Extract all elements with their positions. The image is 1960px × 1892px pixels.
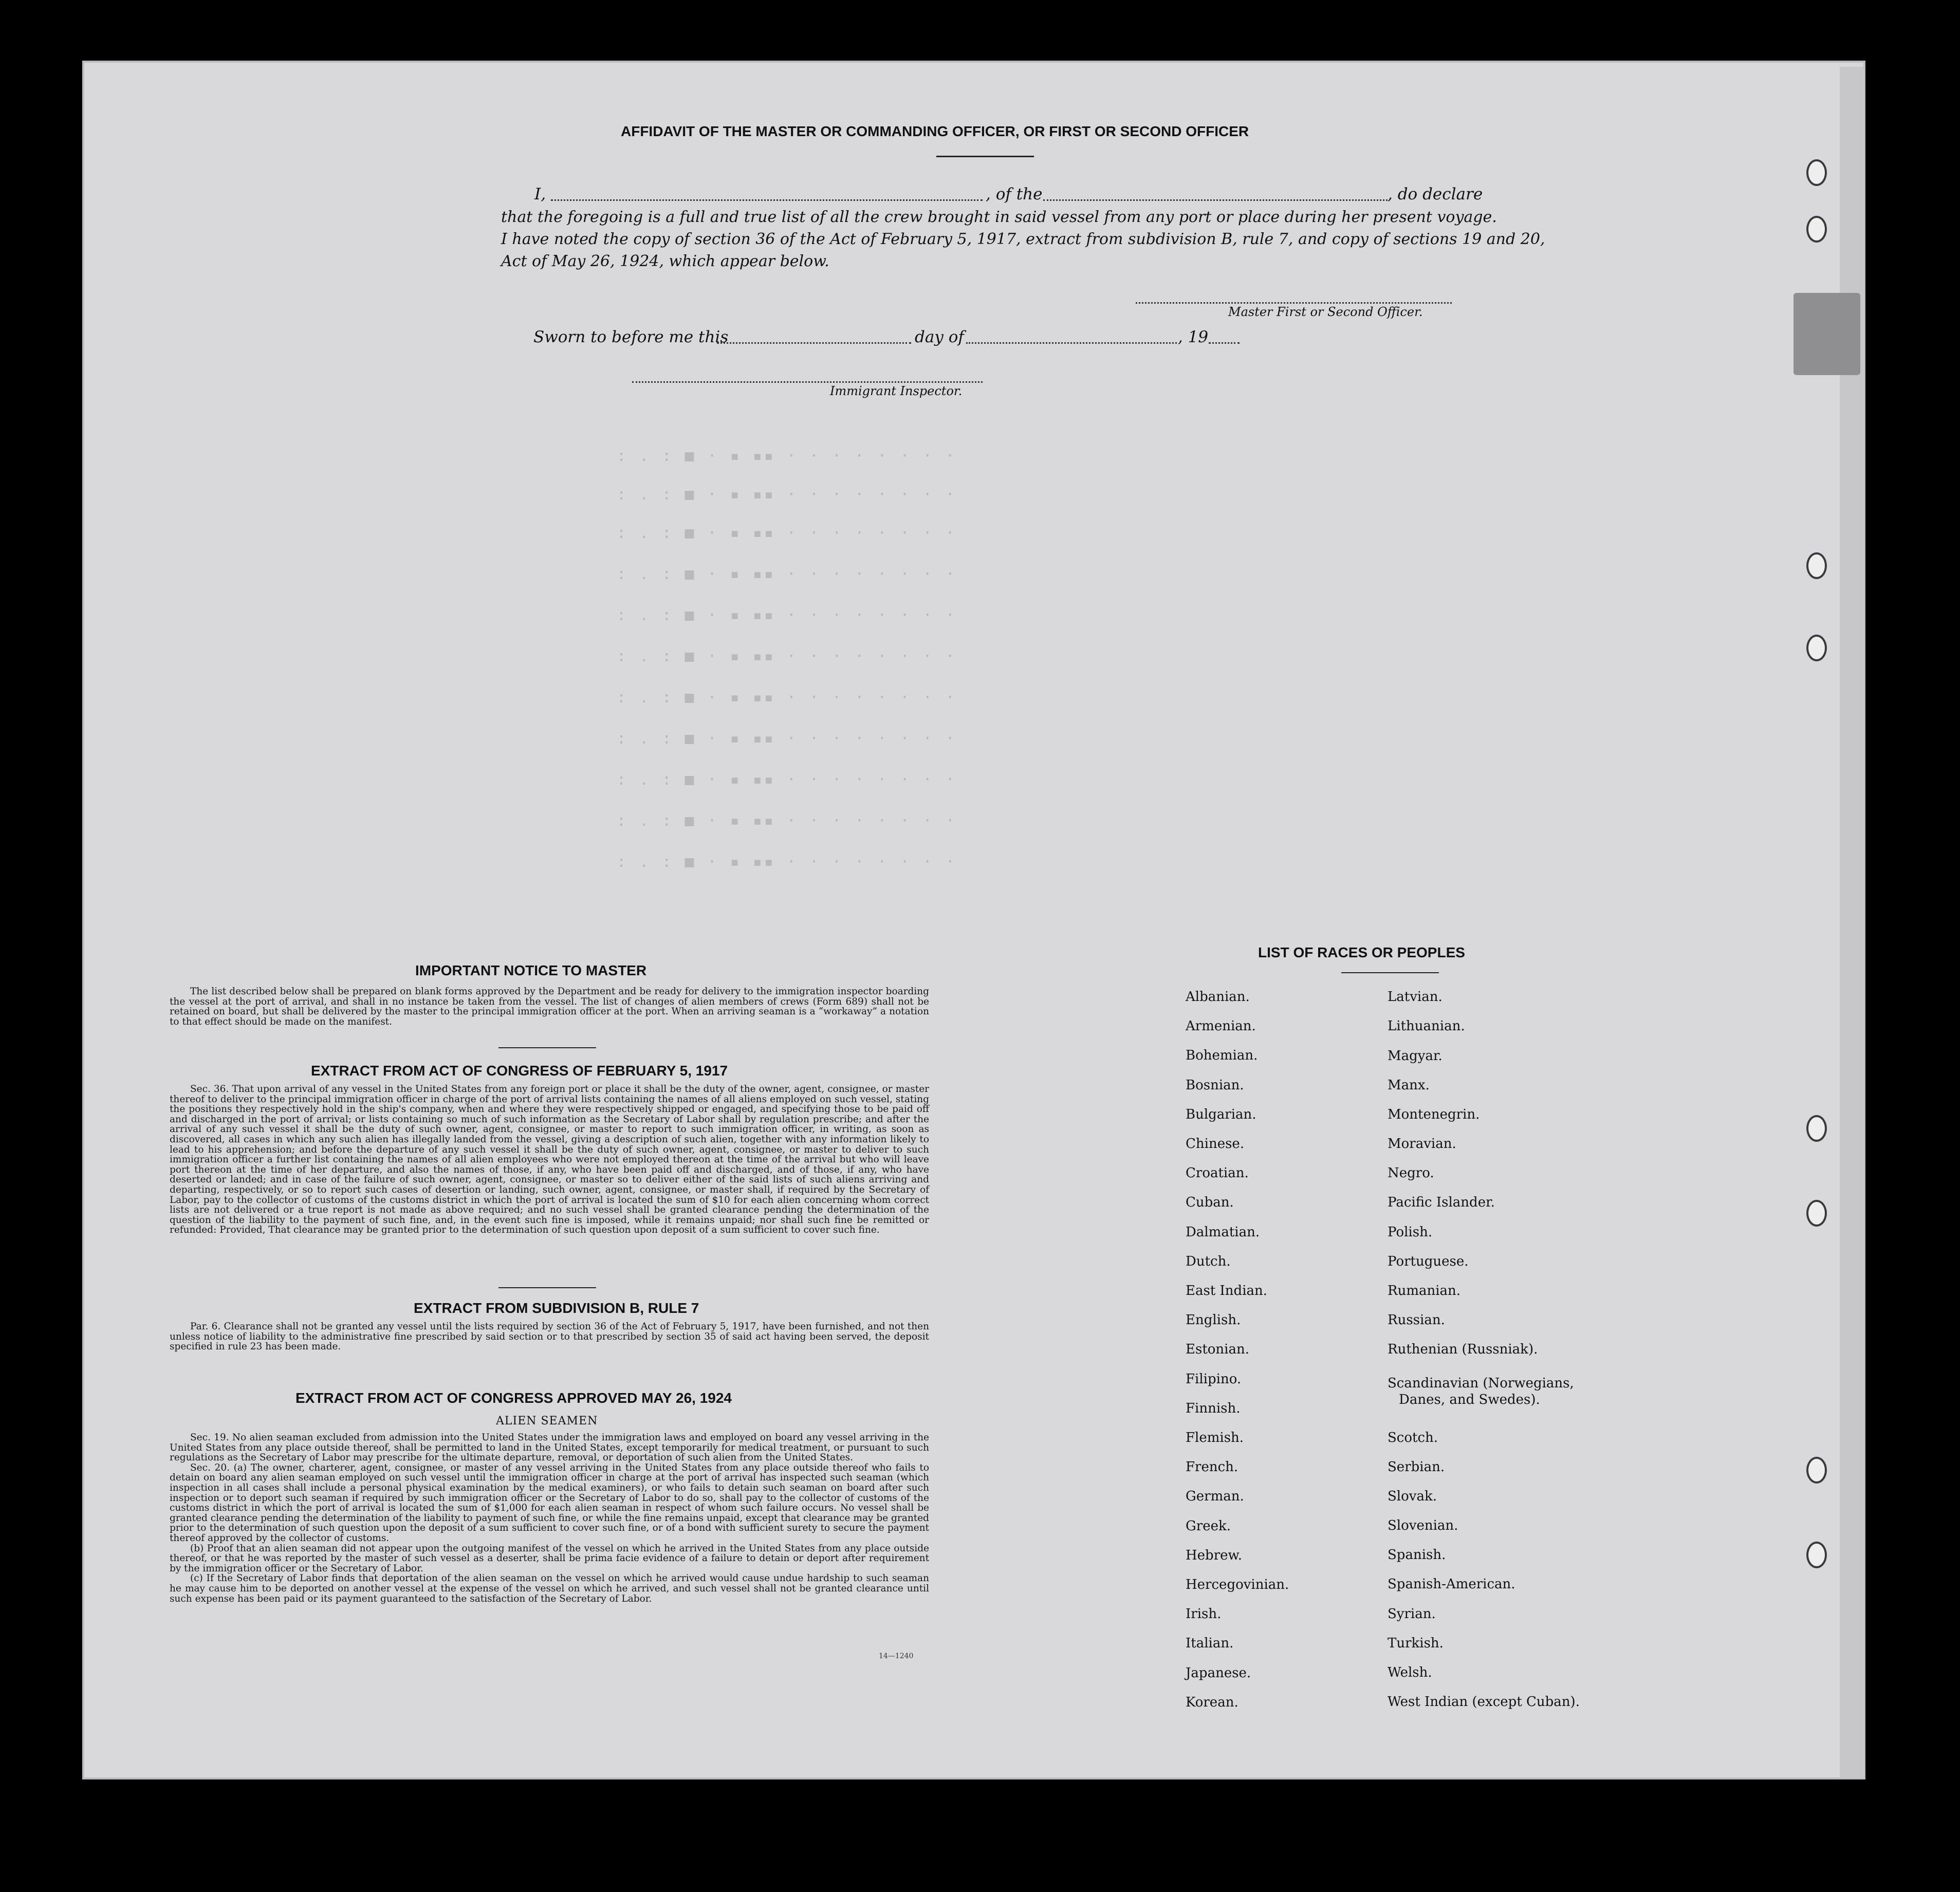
- race-item: Bosnian.: [1186, 1077, 1244, 1093]
- race-item: West Indian (except Cuban).: [1388, 1694, 1580, 1710]
- extract-1924-title: EXTRACT FROM ACT OF CONGRESS APPROVED MAY 26, 1924: [295, 1390, 732, 1406]
- master-signature-line[interactable]: [1136, 302, 1452, 304]
- binder-hole: [1806, 552, 1827, 579]
- binding-clip: [1793, 293, 1860, 375]
- sworn-month-blank[interactable]: [966, 342, 1177, 344]
- form-number: 14—1240: [879, 1652, 914, 1660]
- race-item: Serbian.: [1388, 1459, 1445, 1475]
- race-item: Welsh.: [1388, 1665, 1432, 1680]
- race-item: East Indian.: [1186, 1283, 1268, 1299]
- affidavit-line-2: that the foregoing is a full and true list of all the crew brought in said vessel from any port or place during her present voyage.: [501, 208, 1497, 226]
- race-item: Polish.: [1388, 1225, 1433, 1240]
- alien-seamen-subtitle: ALIEN SEAMEN: [496, 1415, 598, 1427]
- race-item: Scotch.: [1388, 1430, 1438, 1445]
- bleed-through-row: : . : ■ · ▪ ▪▪ · · · · · · · ·: [617, 812, 957, 830]
- races-title: LIST OF RACES OR PEOPLES: [1258, 944, 1465, 960]
- year-prefix: , 19: [1178, 328, 1209, 346]
- race-item: Finnish.: [1186, 1400, 1241, 1416]
- race-item: Estonian.: [1186, 1342, 1249, 1358]
- extract-1924-text: [170, 1433, 929, 1604]
- subdivision-title: EXTRACT FROM SUBDIVISION B, RULE 7: [414, 1300, 699, 1316]
- binder-hole: [1806, 635, 1827, 661]
- notice-text: The list described below shall be prepared on blank forms approved by the Department and be ready for delivery to the immigration inspector boarding the vessel at the port of arrival, and shall in no instance be taken from the vessel. The list of changes of alien members of crews (Form 689) shall not be retained on board, but shall be delivered by the master to the principal immigration officer at the port. When an arriving seaman is a “workaway” a notation to that effect should be made on the manifest.: [170, 986, 929, 1027]
- extract-1917-title: EXTRACT FROM ACT OF CONGRESS OF FEBRUARY 5, 1917: [311, 1063, 728, 1079]
- race-item: Latvian.: [1388, 989, 1443, 1005]
- race-item: Bohemian.: [1186, 1048, 1258, 1064]
- sec-20b-text: (b) Proof that an alien seaman did not appear upon the outgoing manifest of the vessel on which he arrived in the United States from any place outside thereof, or that he was reported by the master of such vessel as a deserter, shall be prima facie evidence of a failure to detain or deport after requirement by the immigration officer or the Secretary of Labor.: [170, 1543, 929, 1574]
- affidavit-of-the: , of the: [986, 185, 1043, 203]
- race-item: Turkish.: [1388, 1636, 1444, 1651]
- race-item: Korean.: [1186, 1694, 1238, 1710]
- inspector-signature-line[interactable]: [632, 381, 983, 383]
- race-item: Pacific Islander.: [1388, 1195, 1495, 1210]
- race-item: Hercegovinian.: [1186, 1577, 1289, 1592]
- sec-19-text: Sec. 19. No alien seaman excluded from admission into the United States under the immigration laws and employed on board any vessel arriving in the United States from any place outside thereof, shall be permitted to land in the United States, except temporarily for medical treatment, or pursuant to such regulations as the Secretary of Labor may prescribe for the ultimate departure, removal, or deportation of such alien from the United States.: [170, 1432, 929, 1463]
- sec-20a-text: Sec. 20. (a) The owner, charterer, agent, consignee, or master of any vessel arriving in the United States from any place outside thereof who fails to detain on board any alien seaman employed on such vessel until the immigration officer in charge at the port of arrival has inspected such seaman (which inspection in all cases shall include a personal physical examination by the medical examiners), or who fails to detain such seaman on board after such inspection or to deport such seaman if required by such immigration officer or the Secretary of Labor to do so, shall pay to the collector of customs of the customs district in which the port of arrival is located the sum of $1,000 for each alien seaman in respect of whom such failure occurs. No vessel shall be granted clearance pending the determination of the liability to payment of such fine, or while the fine remains unpaid, except that clearance may be granted prior to the determination of such question upon the deposit of a sum sufficient to cover such fine, or of a bond with sufficient surety to secure the payment thereof approved by the collector of customs.: [170, 1462, 929, 1544]
- race-item: Moravian.: [1388, 1136, 1456, 1152]
- race-item: Danes, and Swedes).: [1399, 1392, 1540, 1407]
- bleed-through-row: : . : ■ · ▪ ▪▪ · · · · · · · ·: [617, 689, 957, 707]
- race-item: Japanese.: [1186, 1665, 1251, 1681]
- race-item: Manx.: [1388, 1078, 1430, 1093]
- race-item: Albanian.: [1186, 989, 1250, 1005]
- race-item: Slovak.: [1388, 1489, 1437, 1504]
- title-underline: [936, 156, 1034, 157]
- binder-hole: [1806, 1115, 1827, 1142]
- affidavit-line-3: I have noted the copy of section 36 of the Act of February 5, 1917, extract from subdivision B, rule 7, and copy of sections 19 and 20,: [501, 230, 1545, 248]
- race-item: Spanish.: [1388, 1547, 1446, 1563]
- bleed-through-row: : . : ■ · ▪ ▪▪ · · · · · · · ·: [617, 447, 957, 465]
- race-item: Scandinavian (Norwegians,: [1388, 1376, 1574, 1391]
- race-item: Slovenian.: [1388, 1518, 1458, 1533]
- race-item: Dalmatian.: [1186, 1224, 1260, 1240]
- binder-hole: [1806, 1542, 1827, 1568]
- day-of-label: day of: [915, 328, 964, 346]
- race-item: Ruthenian (Russniak).: [1388, 1342, 1538, 1357]
- subdivision-text: Par. 6. Clearance shall not be granted any vessel until the lists required by section 36 of the Act of February 5, 1917, have been furnished, and not then unless notice of liability to the administrative fine prescribed by said section or to that prescribed by section 35 of said act having been served, the deposit specified in rule 23 has been made.: [170, 1321, 929, 1352]
- affidavit-title: AFFIDAVIT OF THE MASTER OR COMMANDING OFFICER, OR FIRST OR SECOND OFFICER: [621, 123, 1249, 139]
- bleed-through-row: : . : ■ · ▪ ▪▪ · · · · · · · ·: [617, 606, 957, 624]
- race-item: Chinese.: [1186, 1136, 1245, 1152]
- bleed-through-row: : . : ■ · ▪ ▪▪ · · · · · · · ·: [617, 853, 957, 871]
- vessel-blank-line[interactable]: [1043, 199, 1388, 201]
- master-label: Master First or Second Officer.: [1228, 305, 1423, 319]
- race-item: Russian.: [1388, 1312, 1445, 1328]
- bleed-through-row: : . : ■ · ▪ ▪▪ · · · · · · · ·: [617, 565, 957, 583]
- binder-hole: [1806, 1200, 1827, 1227]
- race-item: Magyar.: [1388, 1048, 1443, 1064]
- race-item: Armenian.: [1186, 1018, 1256, 1034]
- race-item: Spanish-American.: [1388, 1576, 1515, 1592]
- race-item: Greek.: [1186, 1518, 1231, 1534]
- race-item: Hebrew.: [1186, 1547, 1242, 1563]
- race-item: Irish.: [1186, 1606, 1222, 1622]
- race-item: Croatian.: [1186, 1165, 1249, 1181]
- races-title-underline: [1341, 972, 1439, 973]
- race-item: Cuban.: [1186, 1195, 1234, 1211]
- race-item: Italian.: [1186, 1636, 1234, 1652]
- section-divider: [498, 1287, 596, 1288]
- sworn-label: Sworn to before me this: [533, 328, 729, 346]
- race-item: Rumanian.: [1388, 1283, 1461, 1299]
- affidavit-do-declare: , do declare: [1388, 185, 1483, 203]
- bleed-through-row: : . : ■ · ▪ ▪▪ · · · · · · · ·: [617, 524, 957, 542]
- extract-1917-text: Sec. 36. That upon arrival of any vessel in the United States from any foreign port or place it shall be the duty of the owner, agent, consignee, or master thereof to deliver to the principal immigration officer in charge of the port of arrival lists containing the names of all aliens employed on such vessel, stating the positions they respectively hold in the ship's company, when and where they were respectively shipped or engaged, and specifying those to be paid off and discharged in the port of arrival; or lists containing so much of such information as the Secretary of Labor shall by regulation prescribe; and after the arrival of any such vessel it shall be the duty of such owner, agent, consignee, or master to report to such immigration officer, in writing, as soon as discovered, all cases in which any such alien has illegally landed from the vessel, giving a description of such alien, together with any information likely to lead to his apprehension; and before the departure of any such vessel it shall be the duty of such owner, agent, consignee, or master to deliver to such immigration officer a further list containing the names of all alien employees who were not employed thereon at the time of the arrival but who will leave port thereon at the time of her departure, and also the names of those, if any, who have been paid off and discharged, and of those, if any, who have deserted or landed; and in case of the failure of such owner, agent, consignee, or master so to deliver either of the said lists of such aliens arriving and departing, respectively, or so to report such cases of desertion or landing, such owner, agent, consignee, or master shall, if required by the Secretary of Labor, pay to the collector of customs of the customs district in which the port of arrival is located the sum of $10 for each alien concerning whom correct lists are not delivered or a true report is not made as above required; and no such vessel shall be granted clearance pending the determination of the question of the liability to the payment of such fine, and, in the event such fine is imposed, while it remains unpaid; nor shall such fine be remitted or refunded: Provided, That clearance may be granted prior to the determination of such question upon deposit of a sum sufficient to cover such fine.: [170, 1084, 929, 1236]
- race-item: Filipino.: [1186, 1371, 1242, 1387]
- race-item: German.: [1186, 1489, 1244, 1505]
- race-item: Montenegrin.: [1388, 1107, 1480, 1122]
- race-item: Portuguese.: [1388, 1254, 1469, 1269]
- section-divider: [498, 1047, 596, 1048]
- bleed-through-row: : . : ■ · ▪ ▪▪ · · · · · · · ·: [617, 647, 957, 665]
- name-blank-line[interactable]: [551, 199, 983, 201]
- race-item: English.: [1186, 1312, 1241, 1328]
- bleed-through-row: : . : ■ · ▪ ▪▪ · · · · · · · ·: [617, 771, 957, 789]
- sworn-year-blank[interactable]: [1209, 342, 1240, 344]
- binder-hole: [1806, 159, 1827, 186]
- sec-20c-text: (c) If the Secretary of Labor finds that deportation of the alien seaman on the vessel on which he arrived would cause undue hardship to such seaman he may cause him to be deported on another vessel at the expense of the vessel on which he arrived, and such vessel shall not be granted clearance until such expense has been paid or its payment guaranteed to the satisfaction of the Secretary of Labor.: [170, 1573, 929, 1604]
- race-item: Flemish.: [1186, 1430, 1244, 1445]
- race-item: Negro.: [1388, 1165, 1434, 1181]
- affidavit-i-label: I,: [534, 185, 546, 203]
- bleed-through-row: : . : ■ · ▪ ▪▪ · · · · · · · ·: [617, 486, 957, 504]
- race-item: French.: [1186, 1459, 1238, 1475]
- race-item: Bulgarian.: [1186, 1106, 1256, 1122]
- notice-title: IMPORTANT NOTICE TO MASTER: [415, 962, 647, 978]
- binder-hole: [1806, 1457, 1827, 1483]
- sworn-day-blank[interactable]: [717, 342, 911, 344]
- race-item: Lithuanian.: [1388, 1018, 1465, 1034]
- race-item: Syrian.: [1388, 1606, 1436, 1622]
- bleed-through-row: : . : ■ · ▪ ▪▪ · · · · · · · ·: [617, 730, 957, 748]
- binder-hole: [1806, 216, 1827, 243]
- affidavit-line-4: Act of May 26, 1924, which appear below.: [501, 252, 829, 270]
- race-item: Dutch.: [1186, 1253, 1231, 1269]
- inspector-label: Immigrant Inspector.: [830, 384, 963, 398]
